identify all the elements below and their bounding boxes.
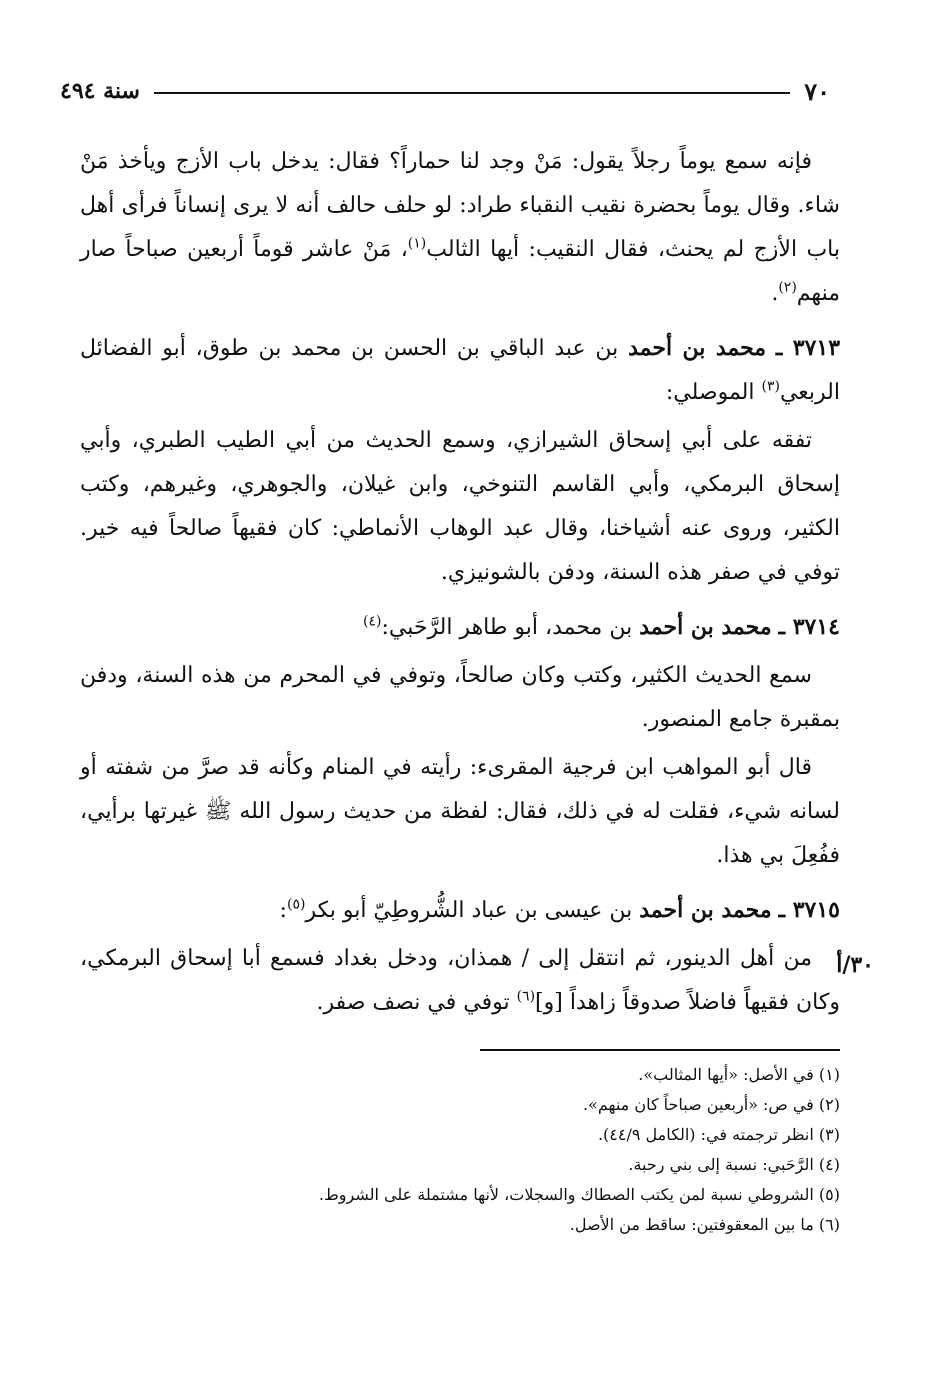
footnote-5: (٥) الشروطي نسبة لمن يكتب الصطاك والسجلات، لأنها مشتملة على الشروط. — [318, 1185, 840, 1204]
entry-number: ٣٧١٣ ـ — [775, 335, 841, 361]
entry-3713-heading: ٣٧١٣ ـ محمد بن أحمد بن عبد الباقي بن الحسن بن محمد بن طوق، أبو الفضائل الربعي$^{(٣)}$ الموصلي: — [80, 335, 841, 405]
running-title: سنة ٤٩٤ — [60, 78, 140, 104]
entry-name: محمد بن أحمد — [628, 335, 767, 361]
footnote-ref-3: (٣) — [761, 378, 780, 395]
footnote-2: (٢) في ص: «أربعين صباحاً كان منهم». — [582, 1095, 840, 1114]
page-number: ٧٠ — [804, 76, 830, 106]
footnote-ref-2: (٢) — [778, 279, 797, 296]
entry-3714-heading: ٣٧١٤ ـ محمد بن أحمد بن محمد، أبو طاهر الرَّحَبي:$^{(٤)}$ — [363, 613, 840, 640]
footnotes — [80, 1060, 840, 1240]
manuscript-folio-marker: ٣٠/أ — [836, 952, 874, 978]
main-text — [80, 140, 840, 1029]
footnote-ref-5: (٥) — [286, 896, 306, 913]
entry-number: ٣٧١٥ ـ — [778, 897, 840, 923]
page-header — [60, 76, 830, 106]
paragraph-1: فإنه سمع يوماً رجلاً يقول: مَنْ وجد لنا حماراً؟ فقال: يدخل باب الأزج ويأخذ مَنْ شاء. وقال يوماً بحضرة نقيب النقباء طراد: لو حلف حالف أنه لا يرى إنساناً فرأى أهل باب الأزج لم يحنث، فقال النقيب: أيها الثالب$^{(١)}$، مَنْ عاشر قوماً أربعين صباحاً صار منهم$^{(٢)}$. — [80, 149, 840, 306]
paragraph-3: سمع الحديث الكثير، وكتب وكان صالحاً، وتوفي في المحرم من هذه السنة، ودفن بمقبرة جامع المنصور. — [80, 663, 840, 732]
footnote-4: (٤) الرَّحَبي: نسبة إلى بني رحبة. — [628, 1155, 840, 1174]
entry-name: محمد بن أحمد — [639, 614, 772, 640]
paragraph-5: من أهل الدينور، ثم انتقل إلى / همذان، ودخل بغداد فسمع أبا إسحاق البرمكي، وكان فقيهاً فاضلاً صدوقاً زاهداً [و]$^{(٦)}$ توفي في نصف صفر. — [80, 946, 840, 1015]
paragraph-2: تفقه على أبي إسحاق الشيرازي، وسمع الحديث من أبي الطيب الطبري، وأبي إسحاق البرمكي، وأبي القاسم التنوخي، وابن غيلان، والجوهري، وغيرهم، وكتب الكثير، وروى عنه أشياخنا، وقال عبد الوهاب الأنماطي: كان فقيهاً صالحاً فيه خير. توفي في صفر هذه السنة، ودفن بالشونيزي. — [80, 428, 840, 585]
footnote-separator — [480, 1049, 840, 1051]
footnote-ref-6: (٦) — [516, 988, 536, 1005]
header-rule — [154, 92, 790, 94]
entry-number: ٣٧١٤ ـ — [778, 614, 840, 640]
footnote-3: (٣) انظر ترجمته في: (الكامل ٤٤/٩). — [597, 1125, 840, 1144]
footnote-ref-1: (١) — [407, 235, 427, 252]
footnote-ref-4: (٤) — [363, 613, 382, 630]
entry-name: محمد بن أحمد — [639, 897, 772, 923]
entry-3715-heading: ٣٧١٥ ـ محمد بن أحمد بن عيسى بن عباد الشُّروطِيّ أبو بكر$^{(٥)}$: — [279, 896, 840, 923]
footnote-1: (١) في الأصل: «أيها المثالب». — [638, 1065, 840, 1084]
footnote-6: (٦) ما بين المعقوفتين: ساقط من الأصل. — [569, 1215, 840, 1234]
paragraph-4: قال أبو المواهب ابن فرجية المقرىء: رأيته في المنام وكأنه قد صرَّ من شفته أو لسانه شيء، فقلت له في ذلك، فقال: لفظة من حديث رسول الله ﷺ غيرتها برأيي، ففُعِلَ بي هذا. — [80, 755, 840, 868]
